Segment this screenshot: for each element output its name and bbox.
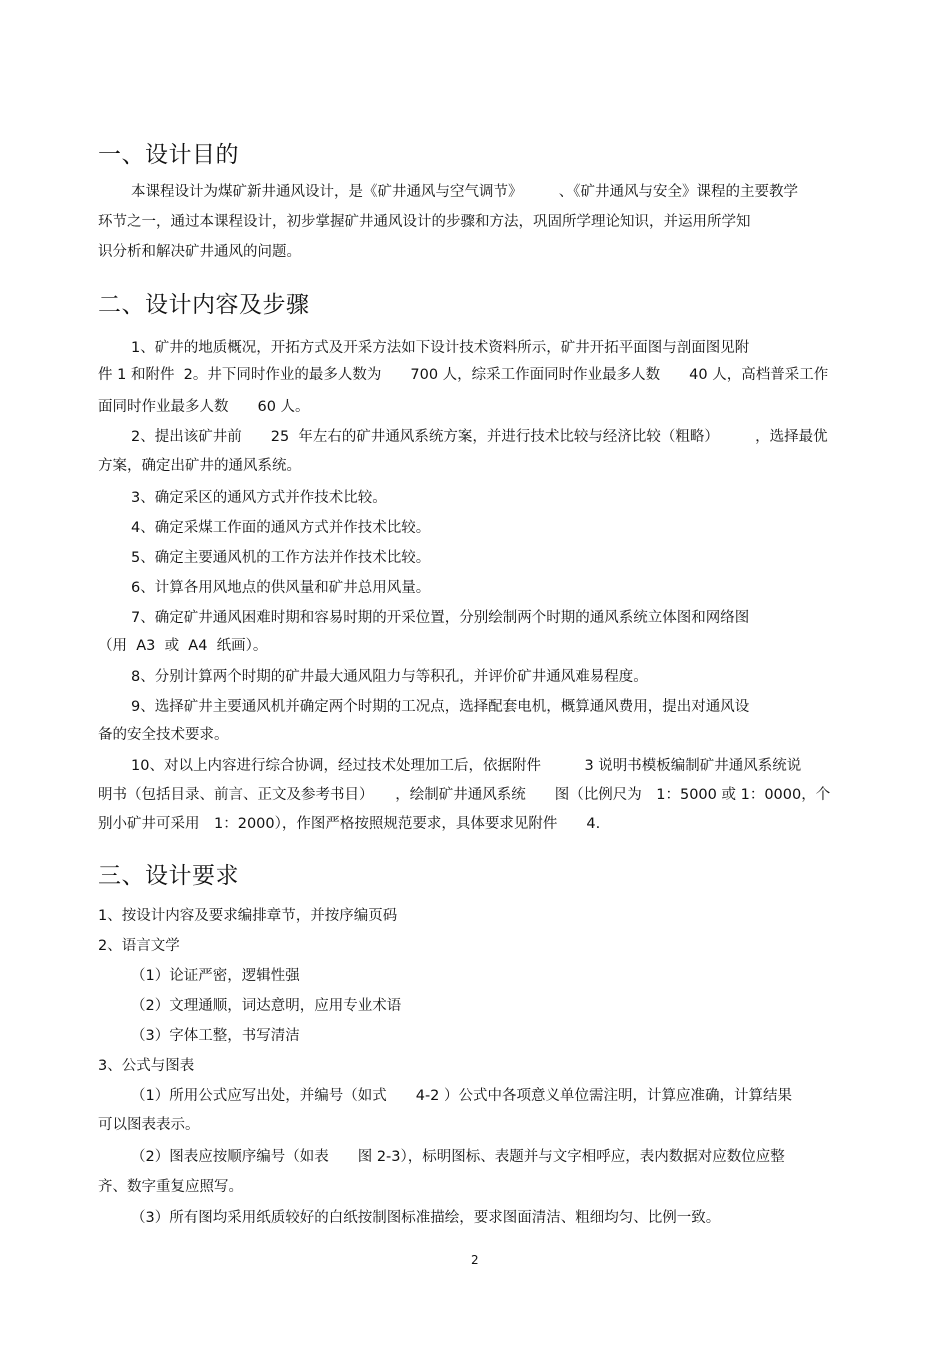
paragraph-line: 方案，确定出矿井的通风系统。 — [98, 458, 301, 474]
list-item: 2、语言文学 — [98, 938, 180, 954]
section-heading-requirements: 三、设计要求 — [98, 863, 239, 889]
paragraph-line: （1）所用公式应写出处，并编号（如式 4-2 ）公式中各项意义单位需注明，计算应准确，计算结果 — [131, 1088, 793, 1104]
list-item: 3、确定采区的通风方式并作技术比较。 — [131, 490, 387, 506]
paragraph-line: （用 A3 或 A4 纸画）。 — [98, 638, 268, 654]
paragraph-line: 2、提出该矿井前 25 年左右的矿井通风系统方案，并进行技术比较与经济比较（粗略） ，选择最优 — [131, 429, 828, 445]
paragraph-line: 可以图表表示。 — [98, 1117, 200, 1133]
paragraph-line: 1、矿井的地质概况，开拓方式及开采方法如下设计技术资料所示，矿井开拓平面图与剖面图见附 — [131, 340, 750, 356]
paragraph-line: 10、对以上内容进行综合协调，经过技术处理加工后，依据附件 3 说明书模板编制矿井通风系统说 — [131, 758, 802, 774]
section-heading-purpose: 一、设计目的 — [98, 142, 239, 168]
paragraph-line: 别小矿井可采用 1：2000），作图严格按照规范要求，具体要求见附件 4. — [98, 816, 601, 832]
paragraph-line: 件 1 和附件 2。井下同时作业的最多人数为 700 人，综采工作面同时作业最多人数 40 人，高档普采工作 — [98, 367, 829, 383]
list-item: 3、公式与图表 — [98, 1058, 195, 1074]
paragraph-line: 备的安全技术要求。 — [98, 727, 229, 743]
paragraph-line: （3）所有图均采用纸质较好的白纸按制图标准描绘，要求图面清洁、粗细均匀、比例一致。 — [131, 1210, 721, 1226]
page-number: 2 — [471, 1253, 479, 1267]
list-item: 5、确定主要通风机的工作方法并作技术比较。 — [131, 550, 431, 566]
list-item: （1）论证严密，逻辑性强 — [131, 968, 300, 984]
paragraph-line: 9、选择矿井主要通风机并确定两个时期的工况点，选择配套电机，概算通风费用，提出对通风设 — [131, 699, 750, 715]
list-item: 6、计算各用风地点的供风量和矿井总用风量。 — [131, 580, 431, 596]
list-item: 4、确定采煤工作面的通风方式并作技术比较。 — [131, 520, 431, 536]
paragraph-line: 环节之一，通过本课程设计，初步掌握矿井通风设计的步骤和方法，巩固所学理论知识，并运用所学知 — [98, 214, 751, 230]
list-item: （3）字体工整，书写清洁 — [131, 1028, 300, 1044]
paragraph-line: 齐、数字重复应照写。 — [98, 1179, 243, 1195]
list-item: 8、分别计算两个时期的矿井最大通风阻力与等积孔，并评价矿井通风难易程度。 — [131, 669, 648, 685]
list-item: 1、按设计内容及要求编排章节，并按序编页码 — [98, 908, 398, 924]
paragraph-line: 7、确定矿井通风困难时期和容易时期的开采位置，分别绘制两个时期的通风系统立体图和网络图 — [131, 610, 750, 626]
paragraph-line: 本课程设计为煤矿新井通风设计，是《矿井通风与空气调节》 、《矿井通风与安全》课程的主要教学 — [131, 184, 798, 200]
paragraph-line: 面同时作业最多人数 60 人。 — [98, 399, 310, 415]
paragraph-line: 明书（包括目录、前言、正文及参考书目） ，绘制矿井通风系统 图（比例尺为 1：5000 或 1：0000，个 — [98, 787, 831, 803]
list-item: （2）文理通顺，词达意明，应用专业术语 — [131, 998, 402, 1014]
paragraph-line: （2）图表应按顺序编号（如表 图 2-3），标明图标、表题并与文字相呼应，表内数据对应数位应整 — [131, 1149, 785, 1165]
section-heading-content: 二、设计内容及步骤 — [98, 292, 310, 318]
paragraph-line: 识分析和解决矿井通风的问题。 — [98, 244, 301, 260]
